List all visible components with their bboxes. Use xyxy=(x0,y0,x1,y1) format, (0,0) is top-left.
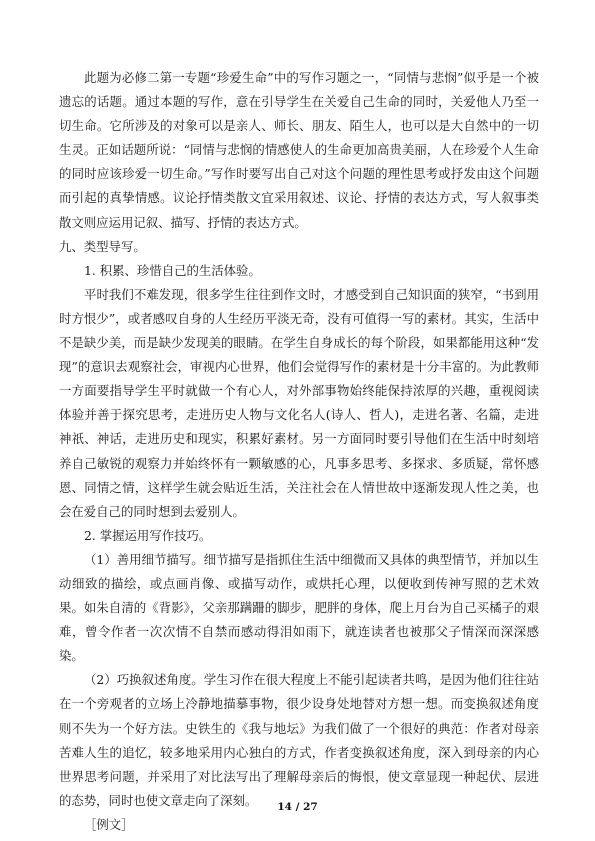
example-label: ［例文］ xyxy=(84,816,134,832)
page-number: 14 / 27 xyxy=(277,801,318,813)
section-heading-nine: 九、类型导写。 xyxy=(59,238,146,254)
detail-description-paragraph: （1）善用细节描写。细节描写是指抓住生活中细微而又具体的典型情节，并加以生动细致的描绘，或点画肖像、或描写动作，或烘托心理，以便收到传神写照的艺术效果。如朱自清的《背影》，父亲那蹒跚的脚步，肥胖的身体，爬上月台为自己买橘子的艰难，曾令作者一次次情不自禁而感动得泪如雨下，就连读者也被那父子情深而深深感染。 xyxy=(59,551,539,664)
document-body xyxy=(59,66,539,837)
subheading-accumulate: 1. 积累、珍惜自己的生活体验。 xyxy=(84,262,261,278)
intro-paragraph: 此题为必修二第一专题“珍爱生命”中的写作习题之一，“同情与悲悯”似乎是一个被遗忘的话题。通过本题的写作，意在引导学生在关爱自己生命的同时，关爱他人乃至一切生命。它所涉及的对象可以是亲人、师长、朋友、陌生人，也可以是大自然中的一切生灵。正如话题所说：“同情与悲悯的情感使人的生命更加高贵美丽，人在珍爱个人生命的同时应该珍爱一切生命。”写作时要写出自己对这个问题的理性思考或抒发由这个问题而引起的真挚情感。议论抒情类散文宜采用叙述、议论、抒情的表达方式，写人叙事类散文则应运用记叙、描写、抒情的表达方式。 xyxy=(59,70,539,230)
subheading-techniques: 2. 掌握运用写作技巧。 xyxy=(84,527,212,543)
narrative-angle-paragraph: （2）巧换叙述角度。学生习作在很大程度上不能引起读者共鸣，是因为他们往往站在一个旁观者的立场上冷静地描摹事物，很少设身处地替对方想一想。而变换叙述角度则不失为一个好方法。史铁生的《我与地坛》为我们做了一个很好的典范：作者对母亲苦难人生的追忆，较多地采用内心独白的方式，作者变换叙述角度，深入到母亲的内心世界思考问题，并采用了对比法写出了理解母亲后的悔恨，使文章显现一种起伏、层进的态势，同时也使文章走向了深刻。 xyxy=(59,672,539,808)
accumulate-paragraph: 平时我们不难发现，很多学生往往到作文时，才感受到自己知识面的狭窄，“书到用时方恨少”，或者感叹自身的人生经历平淡无奇，没有可值得一写的素材。其实，生活中不是缺少美，而是缺少发现美的眼睛。在学生自身成长的每个阶段，如果都能用这种“发现”的意识去观察社会，审视内心世界，他们会觉得写作的素材是十分丰富的。为此教师一方面要指导学生平时就做一个有心人，对外部事物始终能保持浓厚的兴趣，重视阅读体验并善于探究思考，走进历史人物与文化名人(诗人、哲人)，走进名著、名篇，走进神祇、神话，走进历史和现实，积累好素材。另一方面同时要引导他们在生活中时刻培养自己敏锐的观察力并始终怀有一颗敏感的心，凡事多思考、多探求、多质疑，常怀感恩、同情之情，这样学生就会贴近生活，关注社会在人情世故中逐渐发现人性之美，也会在爱自己的同时想到去爱别人。 xyxy=(59,286,539,519)
